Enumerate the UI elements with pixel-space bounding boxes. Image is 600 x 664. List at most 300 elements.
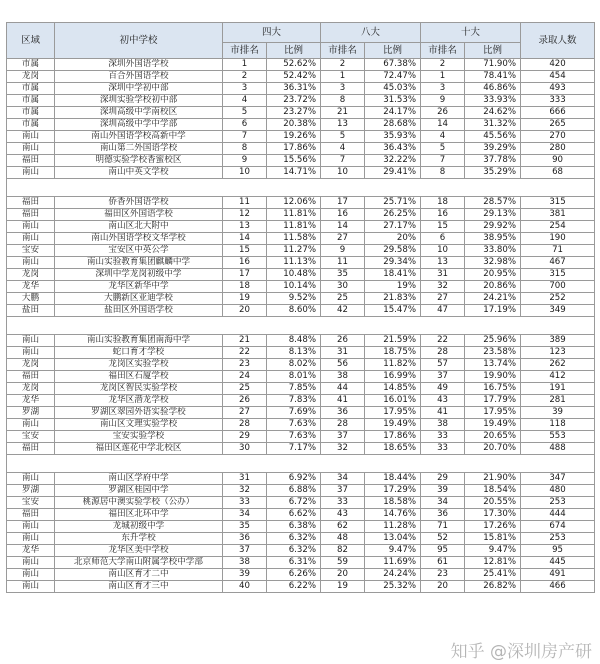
table-row (7, 83, 595, 95)
cell-ratio-big10: 16.75% (465, 383, 521, 395)
cell-ratio-big4: 6.22% (267, 581, 321, 593)
cell-rank-big10: 2 (421, 59, 465, 71)
cell-rank-big8: 19 (321, 581, 365, 593)
cell-district: 市属 (7, 95, 55, 107)
cell-ratio-big10: 20.86% (465, 281, 521, 293)
cell-ratio-big10: 33.93% (465, 95, 521, 107)
cell-rank-big4: 1 (223, 59, 267, 71)
cell-ratio-big8: 11.82% (365, 359, 421, 371)
cell-district: 福田 (7, 155, 55, 167)
header-rank: 市排名 (421, 43, 465, 59)
cell-district: 宝安 (7, 245, 55, 257)
cell-ratio-big4: 7.69% (267, 407, 321, 419)
header-ratio: 比例 (465, 43, 521, 59)
cell-rank-big4: 3 (223, 83, 267, 95)
cell-rank-big4: 20 (223, 305, 267, 317)
cell-ratio-big8: 29.41% (365, 167, 421, 179)
cell-ratio-big10: 17.79% (465, 395, 521, 407)
watermark: 知乎 @深圳房产研 (450, 642, 592, 662)
cell-rank-big10: 14 (421, 119, 465, 131)
cell-rank-big10: 39 (421, 485, 465, 497)
cell-school: 明德实验学校香蜜校区 (55, 155, 223, 167)
section-gap-row (7, 179, 595, 197)
cell-school: 福田区莲花中学北校区 (55, 443, 223, 455)
cell-school: 龙岗区实验学校 (55, 359, 223, 371)
cell-admitted: 493 (521, 83, 595, 95)
cell-ratio-big10: 9.47% (465, 545, 521, 557)
cell-ratio-big8: 32.22% (365, 155, 421, 167)
cell-school: 龙城初级中学 (55, 521, 223, 533)
cell-ratio-big4: 14.71% (267, 167, 321, 179)
cell-ratio-big4: 7.85% (267, 383, 321, 395)
cell-ratio-big4: 11.58% (267, 233, 321, 245)
cell-rank-big8: 36 (321, 407, 365, 419)
cell-rank-big8: 21 (321, 107, 365, 119)
cell-school: 桃源居中澳实验学校（公办） (55, 497, 223, 509)
cell-rank-big4: 40 (223, 581, 267, 593)
cell-school: 龙华区潜龙学校 (55, 395, 223, 407)
cell-school: 深圳实验学校初中部 (55, 95, 223, 107)
cell-rank-big4: 23 (223, 359, 267, 371)
cell-ratio-big8: 16.99% (365, 371, 421, 383)
cell-rank-big4: 30 (223, 443, 267, 455)
cell-ratio-big4: 10.48% (267, 269, 321, 281)
cell-school: 百合外国语学校 (55, 71, 223, 83)
cell-district: 龙岗 (7, 383, 55, 395)
cell-rank-big4: 8 (223, 143, 267, 155)
cell-rank-big4: 14 (223, 233, 267, 245)
cell-ratio-big4: 15.56% (267, 155, 321, 167)
cell-admitted: 265 (521, 119, 595, 131)
table-row (7, 71, 595, 83)
cell-rank-big10: 49 (421, 383, 465, 395)
cell-rank-big8: 10 (321, 167, 365, 179)
cell-rank-big4: 11 (223, 197, 267, 209)
cell-ratio-big4: 6.31% (267, 557, 321, 569)
cell-rank-big10: 4 (421, 131, 465, 143)
cell-rank-big4: 18 (223, 281, 267, 293)
cell-ratio-big8: 21.83% (365, 293, 421, 305)
cell-ratio-big4: 52.62% (267, 59, 321, 71)
cell-admitted: 480 (521, 485, 595, 497)
cell-district: 南山 (7, 419, 55, 431)
cell-rank-big8: 31 (321, 347, 365, 359)
cell-ratio-big8: 36.43% (365, 143, 421, 155)
cell-admitted: 420 (521, 59, 595, 71)
cell-rank-big4: 5 (223, 107, 267, 119)
cell-ratio-big8: 11.69% (365, 557, 421, 569)
table-row (7, 557, 595, 569)
cell-rank-big8: 59 (321, 557, 365, 569)
cell-district: 南山 (7, 521, 55, 533)
cell-ratio-big10: 45.56% (465, 131, 521, 143)
cell-ratio-big8: 35.93% (365, 131, 421, 143)
cell-rank-big10: 10 (421, 245, 465, 257)
table-row (7, 269, 595, 281)
cell-district: 龙岗 (7, 269, 55, 281)
cell-rank-big4: 25 (223, 383, 267, 395)
cell-rank-big10: 6 (421, 233, 465, 245)
cell-admitted: 315 (521, 269, 595, 281)
cell-district: 龙华 (7, 545, 55, 557)
cell-admitted: 467 (521, 257, 595, 269)
cell-rank-big8: 41 (321, 395, 365, 407)
cell-school: 南山实验教育集团南海中学 (55, 335, 223, 347)
cell-admitted: 280 (521, 143, 595, 155)
section-gap-cell (7, 179, 595, 197)
cell-ratio-big10: 20.65% (465, 431, 521, 443)
cell-admitted: 444 (521, 509, 595, 521)
cell-rank-big8: 32 (321, 443, 365, 455)
cell-ratio-big10: 31.32% (465, 119, 521, 131)
cell-ratio-big4: 36.31% (267, 83, 321, 95)
cell-district: 福田 (7, 371, 55, 383)
cell-rank-big4: 22 (223, 347, 267, 359)
cell-admitted: 412 (521, 371, 595, 383)
cell-rank-big4: 35 (223, 521, 267, 533)
cell-rank-big4: 16 (223, 257, 267, 269)
cell-rank-big8: 33 (321, 497, 365, 509)
cell-ratio-big10: 39.29% (465, 143, 521, 155)
cell-ratio-big8: 29.34% (365, 257, 421, 269)
cell-district: 南山 (7, 581, 55, 593)
cell-rank-big4: 28 (223, 419, 267, 431)
cell-ratio-big8: 25.32% (365, 581, 421, 593)
cell-rank-big10: 28 (421, 347, 465, 359)
table-row (7, 131, 595, 143)
cell-rank-big4: 21 (223, 335, 267, 347)
cell-ratio-big10: 32.98% (465, 257, 521, 269)
cell-admitted: 381 (521, 209, 595, 221)
cell-ratio-big10: 19.90% (465, 371, 521, 383)
cell-ratio-big8: 11.28% (365, 521, 421, 533)
cell-rank-big4: 17 (223, 269, 267, 281)
cell-ratio-big4: 6.26% (267, 569, 321, 581)
table-row (7, 233, 595, 245)
cell-ratio-big8: 21.59% (365, 335, 421, 347)
cell-school: 南山区北大附中 (55, 221, 223, 233)
header-admitted: 录取人数 (521, 23, 595, 59)
cell-ratio-big8: 18.41% (365, 269, 421, 281)
cell-rank-big10: 20 (421, 581, 465, 593)
cell-admitted: 95 (521, 545, 595, 557)
table-row (7, 521, 595, 533)
table-row (7, 407, 595, 419)
cell-rank-big10: 22 (421, 335, 465, 347)
cell-district: 南山 (7, 533, 55, 545)
cell-rank-big8: 37 (321, 431, 365, 443)
table-row (7, 209, 595, 221)
cell-rank-big8: 17 (321, 197, 365, 209)
cell-admitted: 39 (521, 407, 595, 419)
cell-school: 深圳外国语学校 (55, 59, 223, 71)
cell-school: 南山外国语学校文华学校 (55, 233, 223, 245)
cell-admitted: 466 (521, 581, 595, 593)
cell-school: 深圳中学初中部 (55, 83, 223, 95)
cell-rank-big10: 61 (421, 557, 465, 569)
cell-rank-big10: 29 (421, 473, 465, 485)
cell-school: 盐田区外国语学校 (55, 305, 223, 317)
cell-ratio-big10: 13.74% (465, 359, 521, 371)
cell-rank-big4: 34 (223, 509, 267, 521)
cell-rank-big8: 26 (321, 335, 365, 347)
cell-ratio-big10: 25.41% (465, 569, 521, 581)
cell-school: 南山中英文学校 (55, 167, 223, 179)
cell-ratio-big10: 19.49% (465, 419, 521, 431)
table-body (7, 59, 595, 593)
table-row (7, 281, 595, 293)
cell-district: 龙岗 (7, 71, 55, 83)
cell-rank-big10: 57 (421, 359, 465, 371)
cell-rank-big10: 36 (421, 509, 465, 521)
cell-rank-big4: 38 (223, 557, 267, 569)
cell-district: 南山 (7, 131, 55, 143)
cell-rank-big8: 8 (321, 95, 365, 107)
cell-rank-big10: 1 (421, 71, 465, 83)
cell-school: 龙华区美中学校 (55, 545, 223, 557)
cell-ratio-big4: 11.81% (267, 221, 321, 233)
cell-ratio-big4: 7.63% (267, 419, 321, 431)
cell-ratio-big8: 67.38% (365, 59, 421, 71)
cell-admitted: 71 (521, 245, 595, 257)
table-row (7, 509, 595, 521)
cell-admitted: 123 (521, 347, 595, 359)
cell-rank-big10: 23 (421, 569, 465, 581)
cell-rank-big8: 3 (321, 83, 365, 95)
cell-ratio-big10: 21.90% (465, 473, 521, 485)
cell-rank-big8: 9 (321, 245, 365, 257)
table-row (7, 545, 595, 557)
cell-rank-big8: 27 (321, 233, 365, 245)
cell-ratio-big4: 11.27% (267, 245, 321, 257)
cell-district: 南山 (7, 347, 55, 359)
cell-rank-big4: 7 (223, 131, 267, 143)
cell-ratio-big4: 19.26% (267, 131, 321, 143)
cell-ratio-big8: 16.01% (365, 395, 421, 407)
cell-ratio-big8: 17.86% (365, 431, 421, 443)
table-row (7, 383, 595, 395)
cell-admitted: 445 (521, 557, 595, 569)
cell-ratio-big4: 6.92% (267, 473, 321, 485)
cell-rank-big10: 47 (421, 305, 465, 317)
cell-rank-big8: 48 (321, 533, 365, 545)
cell-rank-big8: 11 (321, 257, 365, 269)
cell-ratio-big10: 29.92% (465, 221, 521, 233)
cell-rank-big10: 5 (421, 143, 465, 155)
cell-school: 龙岗区智民实验学校 (55, 383, 223, 395)
cell-district: 南山 (7, 335, 55, 347)
table-row (7, 581, 595, 593)
cell-ratio-big4: 6.32% (267, 533, 321, 545)
cell-rank-big8: 5 (321, 131, 365, 143)
cell-ratio-big10: 17.26% (465, 521, 521, 533)
cell-ratio-big10: 12.81% (465, 557, 521, 569)
cell-rank-big8: 38 (321, 371, 365, 383)
cell-rank-big8: 20 (321, 569, 365, 581)
cell-ratio-big8: 18.65% (365, 443, 421, 455)
cell-ratio-big4: 8.01% (267, 371, 321, 383)
cell-school: 蛇口育才学校 (55, 347, 223, 359)
cell-school: 南山区学府中学 (55, 473, 223, 485)
cell-rank-big10: 95 (421, 545, 465, 557)
cell-ratio-big8: 18.58% (365, 497, 421, 509)
cell-school: 南山外国语学校高新中学 (55, 131, 223, 143)
cell-ratio-big4: 7.17% (267, 443, 321, 455)
cell-rank-big10: 33 (421, 431, 465, 443)
cell-rank-big10: 38 (421, 419, 465, 431)
cell-rank-big10: 27 (421, 293, 465, 305)
table-row (7, 305, 595, 317)
cell-ratio-big8: 25.71% (365, 197, 421, 209)
cell-district: 罗湖 (7, 407, 55, 419)
cell-district: 市属 (7, 83, 55, 95)
cell-school: 南山区育才二中 (55, 569, 223, 581)
cell-admitted: 281 (521, 395, 595, 407)
cell-school: 罗湖区翠园外语实验学校 (55, 407, 223, 419)
cell-rank-big4: 31 (223, 473, 267, 485)
cell-rank-big8: 62 (321, 521, 365, 533)
cell-rank-big4: 39 (223, 569, 267, 581)
header-big10: 十大 (421, 23, 521, 43)
cell-ratio-big8: 18.44% (365, 473, 421, 485)
cell-school: 罗湖区桂园中学 (55, 485, 223, 497)
cell-ratio-big4: 6.62% (267, 509, 321, 521)
cell-rank-big4: 6 (223, 119, 267, 131)
cell-ratio-big4: 7.83% (267, 395, 321, 407)
cell-rank-big10: 43 (421, 395, 465, 407)
table-row (7, 59, 595, 71)
cell-rank-big8: 1 (321, 71, 365, 83)
cell-ratio-big10: 46.86% (465, 83, 521, 95)
cell-admitted: 262 (521, 359, 595, 371)
cell-ratio-big4: 10.14% (267, 281, 321, 293)
cell-rank-big8: 34 (321, 473, 365, 485)
cell-school: 福田区外国语学校 (55, 209, 223, 221)
cell-district: 南山 (7, 221, 55, 233)
header-big8: 八大 (321, 23, 421, 43)
cell-rank-big8: 16 (321, 209, 365, 221)
cell-rank-big10: 52 (421, 533, 465, 545)
cell-district: 市属 (7, 59, 55, 71)
cell-ratio-big10: 17.19% (465, 305, 521, 317)
cell-ratio-big4: 23.27% (267, 107, 321, 119)
cell-rank-big8: 56 (321, 359, 365, 371)
cell-ratio-big8: 24.24% (365, 569, 421, 581)
cell-rank-big10: 37 (421, 371, 465, 383)
cell-ratio-big10: 71.90% (465, 59, 521, 71)
cell-district: 市属 (7, 107, 55, 119)
cell-admitted: 347 (521, 473, 595, 485)
header-big4: 四大 (223, 23, 321, 43)
table-row (7, 395, 595, 407)
header-school: 初中学校 (55, 23, 223, 59)
cell-ratio-big8: 17.29% (365, 485, 421, 497)
table-row (7, 347, 595, 359)
table-row (7, 473, 595, 485)
cell-ratio-big4: 12.06% (267, 197, 321, 209)
cell-rank-big8: 13 (321, 119, 365, 131)
cell-school: 南山区育才三中 (55, 581, 223, 593)
cell-ratio-big8: 9.47% (365, 545, 421, 557)
cell-rank-big10: 13 (421, 257, 465, 269)
header-ratio: 比例 (365, 43, 421, 59)
header-district: 区域 (7, 23, 55, 59)
cell-district: 龙华 (7, 395, 55, 407)
cell-admitted: 254 (521, 221, 595, 233)
cell-district: 宝安 (7, 431, 55, 443)
cell-rank-big4: 36 (223, 533, 267, 545)
cell-ratio-big8: 15.47% (365, 305, 421, 317)
cell-ratio-big4: 6.32% (267, 545, 321, 557)
cell-district: 南山 (7, 473, 55, 485)
cell-ratio-big4: 17.86% (267, 143, 321, 155)
cell-ratio-big8: 19.49% (365, 419, 421, 431)
cell-rank-big10: 34 (421, 497, 465, 509)
cell-school: 宝安实验学校 (55, 431, 223, 443)
table-row (7, 335, 595, 347)
cell-admitted: 190 (521, 233, 595, 245)
cell-admitted: 270 (521, 131, 595, 143)
cell-ratio-big8: 24.17% (365, 107, 421, 119)
table-row (7, 167, 595, 179)
cell-ratio-big4: 52.42% (267, 71, 321, 83)
table-row (7, 443, 595, 455)
table-row (7, 569, 595, 581)
cell-ratio-big8: 27.17% (365, 221, 421, 233)
cell-ratio-big10: 17.30% (465, 509, 521, 521)
cell-rank-big10: 41 (421, 407, 465, 419)
cell-ratio-big10: 20.55% (465, 497, 521, 509)
cell-ratio-big8: 19% (365, 281, 421, 293)
cell-ratio-big10: 33.80% (465, 245, 521, 257)
cell-ratio-big8: 29.58% (365, 245, 421, 257)
cell-rank-big10: 3 (421, 83, 465, 95)
cell-district: 市属 (7, 119, 55, 131)
cell-rank-big10: 33 (421, 443, 465, 455)
cell-rank-big8: 14 (321, 221, 365, 233)
cell-ratio-big4: 7.63% (267, 431, 321, 443)
cell-ratio-big10: 29.13% (465, 209, 521, 221)
cell-rank-big4: 33 (223, 497, 267, 509)
cell-school: 东升学校 (55, 533, 223, 545)
table-row (7, 497, 595, 509)
cell-district: 宝安 (7, 497, 55, 509)
table-row (7, 143, 595, 155)
cell-rank-big8: 30 (321, 281, 365, 293)
cell-rank-big8: 82 (321, 545, 365, 557)
cell-ratio-big4: 8.02% (267, 359, 321, 371)
table-header (7, 23, 595, 59)
cell-ratio-big4: 6.38% (267, 521, 321, 533)
cell-ratio-big8: 72.47% (365, 71, 421, 83)
cell-admitted: 90 (521, 155, 595, 167)
table-row (7, 155, 595, 167)
cell-admitted: 253 (521, 533, 595, 545)
admission-ranking-table (6, 22, 595, 593)
cell-ratio-big10: 26.82% (465, 581, 521, 593)
cell-ratio-big10: 38.95% (465, 233, 521, 245)
cell-ratio-big4: 23.72% (267, 95, 321, 107)
cell-admitted: 491 (521, 569, 595, 581)
cell-rank-big10: 26 (421, 107, 465, 119)
cell-district: 南山 (7, 143, 55, 155)
cell-district: 盐田 (7, 305, 55, 317)
cell-ratio-big10: 23.58% (465, 347, 521, 359)
section-gap-row (7, 455, 595, 473)
cell-ratio-big4: 6.72% (267, 497, 321, 509)
section-gap-cell (7, 317, 595, 335)
cell-rank-big8: 44 (321, 383, 365, 395)
